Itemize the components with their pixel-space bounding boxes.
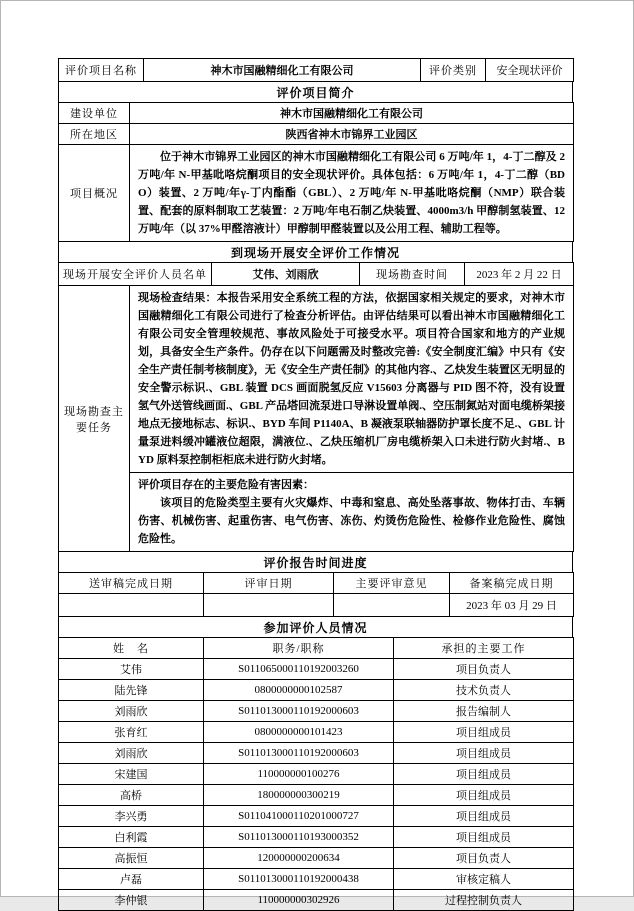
person-cert: S011013000110192000438 (204, 869, 394, 890)
person-name: 李兴勇 (59, 806, 204, 827)
person-role: 过程控制负责人 (394, 890, 574, 911)
personnel-header-work: 承担的主要工作 (394, 638, 574, 659)
intro-table (58, 102, 574, 242)
person-name: 卢磊 (59, 869, 204, 890)
person-role: 项目组成员 (394, 764, 574, 785)
survey-task-table (58, 285, 574, 552)
hazards-cell (130, 473, 574, 552)
survey-task-label: 现场勘查主要任务 (59, 286, 130, 552)
schedule-header-draft: 送审稿完成日期 (59, 573, 204, 594)
schedule-header-review-date: 评审日期 (204, 573, 334, 594)
person-name: 张育红 (59, 722, 204, 743)
person-cert: 0800000000101423 (204, 722, 394, 743)
person-role: 项目组成员 (394, 806, 574, 827)
site-visit-section-header (58, 241, 573, 263)
schedule-value-review-opinion (334, 594, 450, 617)
schedule-value-review-date (204, 594, 334, 617)
schedule-header-final: 备案稿完成日期 (450, 573, 574, 594)
person-cert: 180000000300219 (204, 785, 394, 806)
schedule-header-review-opinion: 主要评审意见 (334, 573, 450, 594)
person-name: 高桥 (59, 785, 204, 806)
personnel-row (59, 827, 574, 848)
person-name: 刘雨欣 (59, 701, 204, 722)
person-cert: S011013000110192000603 (204, 701, 394, 722)
personnel-row (59, 743, 574, 764)
eval-type-value: 安全现状评价 (486, 59, 574, 82)
person-cert: 110000000302926 (204, 890, 394, 911)
overview-text: 位于神木市锦界工业园区的神木市国融精细化工有限公司 6 万吨/年 1，4-丁二醇及 2 万吨/年 N-甲基吡咯烷酮项目的安全现状评价。具体包括：6 万吨/年 1，4-丁二醇（BDO）装置、2 万吨/年γ-丁内酯酯（GBL）、2 万吨/年 N-甲基吡咯烷酮（NMP）联合装置、配套的原料制取工艺装置：2 万吨/年电石制乙炔装置、4000m3/h 甲醇制氢装置、12 万吨/年（以 37%甲醛溶液计）甲醇制甲醛装置以及公用工程、辅助工程等。 (138, 151, 565, 235)
person-name: 李仲银 (59, 890, 204, 911)
schedule-table (58, 572, 574, 617)
personnel-row (59, 764, 574, 785)
person-name: 刘雨欣 (59, 743, 204, 764)
eval-type-label: 评价类别 (421, 59, 486, 82)
personnel-row (59, 806, 574, 827)
person-cert: S011013000110193000352 (204, 827, 394, 848)
personnel-header-title: 职务/职称 (204, 638, 394, 659)
project-name-label: 评价项目名称 (59, 59, 144, 82)
personnel-row (59, 722, 574, 743)
schedule-value-draft (59, 594, 204, 617)
overview-text-cell (130, 145, 574, 242)
person-cert: 110000000100276 (204, 764, 394, 785)
project-name-table (58, 58, 574, 82)
person-role: 项目组成员 (394, 785, 574, 806)
staff-list-value: 艾伟、刘雨欣 (212, 263, 360, 286)
personnel-row (59, 701, 574, 722)
site-visit-section-title: 到现场开展安全评价工作情况 (59, 242, 573, 263)
person-cert: S011065000110192003260 (204, 659, 394, 680)
hazards-text: 该项目的危险类型主要有火灾爆炸、中毒和窒息、高处坠落事故、物体打击、车辆伤害、机械伤害、起重伤害、电气伤害、冻伤、灼烫伤危险性、检修作业危险性、腐蚀危险性。 (138, 497, 565, 545)
person-name: 艾伟 (59, 659, 204, 680)
person-name: 陆先锋 (59, 680, 204, 701)
inspection-result-text: 现场检查结果：本报告采用安全系统工程的方法，依据国家相关规定的要求，对神木市国融精细化工有限公司进行了检查分析评估。由评估结果可以看出神木市国融精细化工有限公司安全管理较规范、事故风险处于可接受水平。项目符合国家和地方的产业规划，具备安全生产条件。仍存在以下问题需及时整改完善:《安全制度汇编》中只有《安全生产责任制考核制度》，无《安全生产责任制》的其他内容.、乙炔发生装置区无明显的安全警示标识.、GBL 装置 DCS 画面脱氢反应 V15603 分离器与 PID 图不符，没有设置氢气外送管线画面.、GBL 产品塔回流泵进口导淋设置单阀.、空压制氮站对面电缆桥架接地点无接地标志、标识.、BYD 车间 P1140A、B 凝液泵联轴器防护罩长度不足.、GBL 计量泵进料缓冲罐液位超限，满液位.、乙炔压缩机厂房电缆桥架入口未进行防火封堵.、BYD 原料泵控制柜柜底未进行防火封堵。 (138, 292, 565, 466)
person-cert: S011013000110192000603 (204, 743, 394, 764)
staff-list-label: 现场开展安全评价人员名单 (59, 263, 212, 286)
evaluation-form (58, 59, 573, 911)
person-role: 项目组成员 (394, 722, 574, 743)
personnel-row (59, 659, 574, 680)
builder-label: 建设单位 (59, 103, 130, 124)
person-role: 项目负责人 (394, 848, 574, 869)
inspection-result-cell (130, 286, 574, 473)
personnel-table (58, 637, 574, 911)
person-role: 报告编制人 (394, 701, 574, 722)
schedule-section-title: 评价报告时间进度 (59, 552, 573, 573)
personnel-row (59, 890, 574, 911)
survey-date-value: 2023 年 2 月 22 日 (465, 263, 574, 286)
person-role: 项目组成员 (394, 827, 574, 848)
person-name: 高振恒 (59, 848, 204, 869)
personnel-row (59, 680, 574, 701)
site-visit-staff-table (58, 262, 574, 286)
region-label: 所在地区 (59, 124, 130, 145)
personnel-header-name: 姓 名 (59, 638, 204, 659)
person-name: 白利霞 (59, 827, 204, 848)
overview-label: 项目概况 (59, 145, 130, 242)
region-value: 陕西省神木市锦界工业园区 (130, 124, 574, 145)
person-name: 宋建国 (59, 764, 204, 785)
schedule-value-final: 2023 年 03 月 29 日 (450, 594, 574, 617)
personnel-section-title: 参加评价人员情况 (59, 617, 573, 638)
intro-section-header (58, 81, 573, 103)
person-role: 项目负责人 (394, 659, 574, 680)
person-cert: 120000000200634 (204, 848, 394, 869)
project-name-value: 神木市国融精细化工有限公司 (144, 59, 421, 82)
intro-section-title: 评价项目简介 (59, 82, 573, 103)
survey-date-label: 现场勘查时间 (360, 263, 465, 286)
person-role: 审核定稿人 (394, 869, 574, 890)
personnel-row (59, 785, 574, 806)
personnel-row (59, 848, 574, 869)
personnel-row (59, 869, 574, 890)
person-cert: S011041000110201000727 (204, 806, 394, 827)
schedule-section-header (58, 551, 573, 573)
person-role: 技术负责人 (394, 680, 574, 701)
person-role: 项目组成员 (394, 743, 574, 764)
personnel-section-header (58, 616, 573, 638)
person-cert: 0800000000102587 (204, 680, 394, 701)
hazards-title: 评价项目存在的主要危险有害因素： (138, 479, 314, 491)
builder-value: 神木市国融精细化工有限公司 (130, 103, 574, 124)
